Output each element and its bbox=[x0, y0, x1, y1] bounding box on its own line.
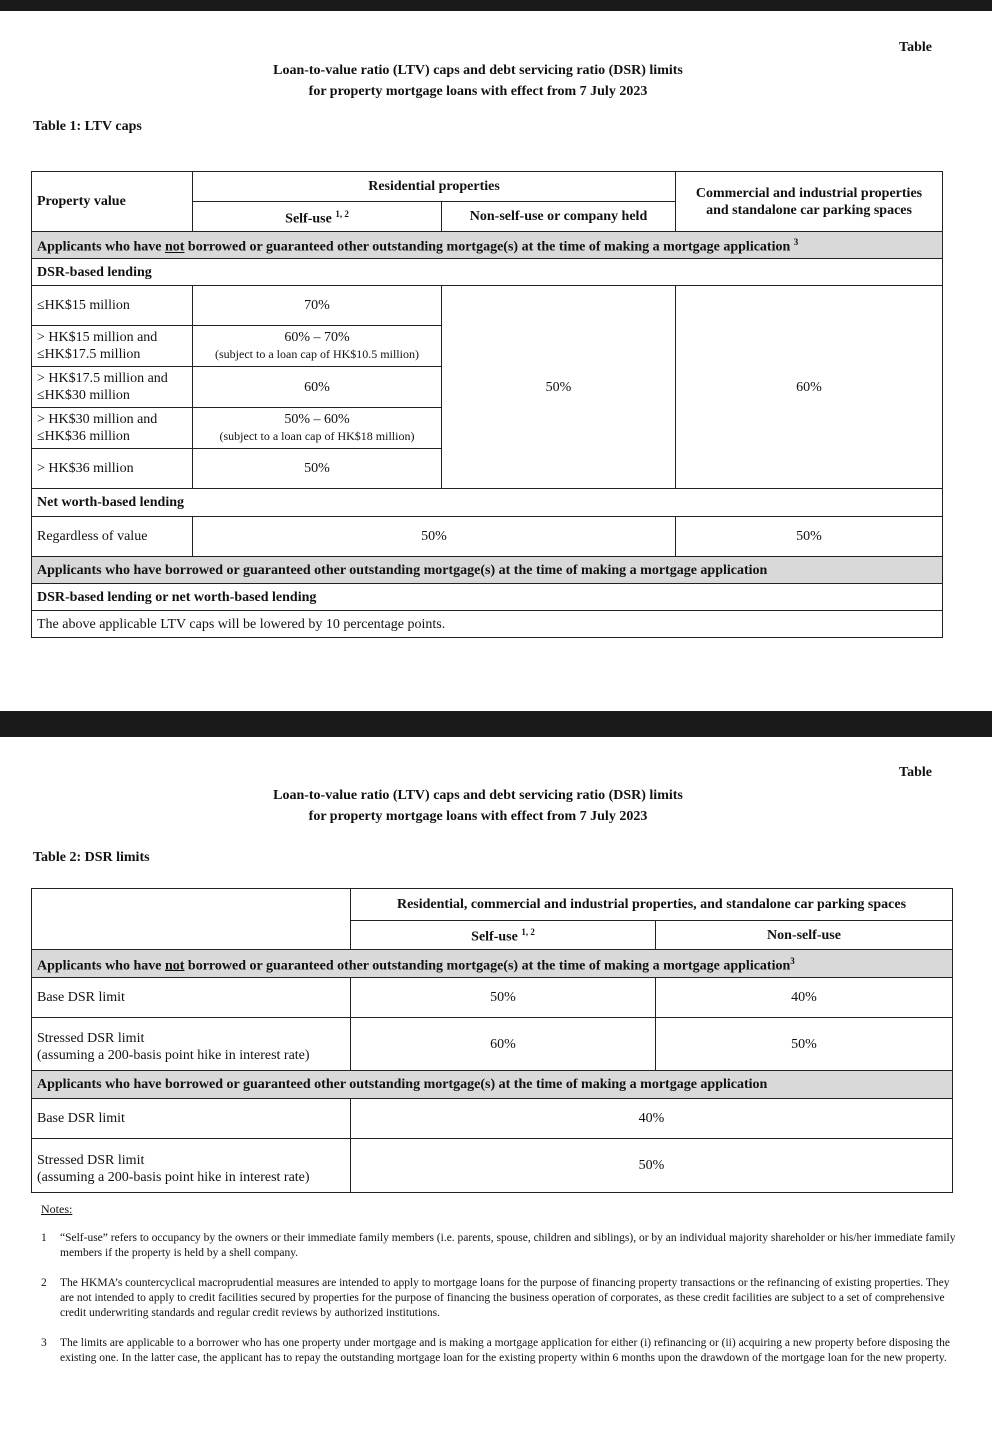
row-3-line-2: ≤HK$30 million bbox=[37, 388, 130, 403]
notes-section bbox=[33, 1202, 958, 1381]
row-3-line-1: > HK$17.5 million and bbox=[37, 371, 168, 386]
lowered-note: The above applicable LTV caps will be lowered by 10 percentage points. bbox=[32, 611, 943, 638]
note-text: The HKMA’s countercyclical macroprudential measures are intended to apply to mortgage loans for the purpose of financing property transactions or the refinancing of existing properties. They are not intended to apply to credit facilities secured by properties for the purpose of financing the business operation of corporates, as these credit facilities are subject to a set of comprehensive credit underwriting standards and regular credit reviews by authorized institutions. bbox=[60, 1277, 950, 1319]
header-non-self-use-2: Non-self-use bbox=[656, 921, 953, 950]
section-text-pre: Applicants who have bbox=[37, 239, 165, 255]
dsr-based-lending-label: DSR-based lending bbox=[32, 259, 943, 286]
stressed-line-1: Stressed DSR limit bbox=[37, 1031, 145, 1046]
self-use-value-3: 60% bbox=[193, 367, 442, 408]
dsr-or-net-worth-label: DSR-based lending or net worth-based lending bbox=[32, 584, 943, 611]
header-commercial bbox=[676, 172, 943, 232]
note-item bbox=[33, 1336, 958, 1366]
note-text: The limits are applicable to a borrower who has one property under mortgage and is making a mortgage application for either (i) refinancing or (ii) acquiring a new property before disposing the existing one. In the latter case, the applicant has to repay the outstanding mortgage loan for the existing property within 6 months upon the drawdown of the mortgage loan for the new property. bbox=[60, 1337, 950, 1364]
note-text: “Self-use” refers to occupancy by the owners or their immediate family members (i.e. parents, spouse, children and siblings), or by an individual majority shareholder or his/her immediate family members if the property is held by a shell company. bbox=[60, 1232, 956, 1259]
section-text-post: borrowed or guaranteed other outstanding mortgage(s) at the time of making a mortgage application bbox=[184, 239, 791, 255]
self-use-value-4-main: 50% – 60% bbox=[284, 412, 350, 427]
heading2-line-2: for property mortgage loans with effect from 7 July 2023 bbox=[308, 809, 648, 824]
regardless-commercial-value: 50% bbox=[676, 517, 943, 557]
notes-title: Notes: bbox=[41, 1202, 73, 1216]
stressed2-line-2: (assuming a 200-basis point hike in interest rate) bbox=[37, 1170, 310, 1185]
page-heading-2 bbox=[200, 785, 756, 827]
stressed2-line-1: Stressed DSR limit bbox=[37, 1153, 145, 1168]
row-2-line-1: > HK$15 million and bbox=[37, 330, 158, 345]
stressed-dsr-label bbox=[32, 1018, 351, 1071]
property-value-row-5: > HK$36 million bbox=[32, 449, 193, 489]
regardless-of-value-label: Regardless of value bbox=[32, 517, 193, 557]
self-use-value-2-main: 60% – 70% bbox=[284, 330, 350, 345]
header-all-properties: Residential, commercial and industrial properties, and standalone car parking spaces bbox=[351, 889, 953, 921]
base-dsr-non-self-use: 40% bbox=[656, 978, 953, 1018]
property-value-row-4 bbox=[32, 408, 193, 449]
header-commercial-line2: and standalone car parking spaces bbox=[706, 202, 912, 218]
header-self-use-text: Self-use bbox=[285, 211, 332, 227]
row-4-line-2: ≤HK$36 million bbox=[37, 429, 130, 444]
note-item bbox=[33, 1231, 958, 1261]
net-worth-based-label: Net worth-based lending bbox=[32, 489, 943, 517]
heading-line-1: Loan-to-value ratio (LTV) caps and debt servicing ratio (DSR) limits bbox=[273, 63, 683, 78]
heading-line-2: for property mortgage loans with effect from 7 July 2023 bbox=[308, 84, 648, 99]
heading2-line-1: Loan-to-value ratio (LTV) caps and debt servicing ratio (DSR) limits bbox=[273, 788, 683, 803]
top-bar bbox=[0, 0, 992, 11]
page-heading bbox=[200, 60, 756, 102]
row-2-line-2: ≤HK$17.5 million bbox=[37, 347, 141, 362]
base-dsr-label: Base DSR limit bbox=[32, 978, 351, 1018]
table-corner-label-2: Table bbox=[899, 765, 932, 780]
section-not-borrowed bbox=[32, 232, 943, 259]
section2-text-post: borrowed or guaranteed other outstanding mortgage(s) at the time of making a mortgage application bbox=[184, 958, 791, 974]
note-number: 2 bbox=[41, 1277, 47, 1289]
header-self-use-2-text: Self-use bbox=[471, 929, 518, 945]
header-self-use-2 bbox=[351, 921, 656, 950]
table-corner-label: Table bbox=[899, 40, 932, 55]
base-dsr-self-use: 50% bbox=[351, 978, 656, 1018]
self-use-value-5: 50% bbox=[193, 449, 442, 489]
section2-sup: 3 bbox=[790, 955, 795, 966]
self-use-value-2 bbox=[193, 326, 442, 367]
section2-text-not: not bbox=[164, 958, 185, 974]
property-value-row-3 bbox=[32, 367, 193, 408]
section-sup: 3 bbox=[793, 237, 799, 248]
stressed-dsr-non-self-use: 50% bbox=[656, 1018, 953, 1071]
table-1-label: Table 1: LTV caps bbox=[33, 119, 142, 134]
note-number: 1 bbox=[41, 1232, 47, 1244]
blank-corner-cell bbox=[32, 889, 351, 950]
dsr-limits-table bbox=[31, 888, 953, 1193]
non-self-use-value: 50% bbox=[442, 286, 676, 489]
section-not-borrowed-2 bbox=[32, 950, 953, 978]
table-2-label: Table 2: DSR limits bbox=[33, 850, 150, 865]
note-number: 3 bbox=[41, 1337, 47, 1349]
stressed-line-2: (assuming a 200-basis point hike in interest rate) bbox=[37, 1048, 310, 1063]
row-4-line-1: > HK$30 million and bbox=[37, 412, 158, 427]
header-self-use-2-sup: 1, 2 bbox=[521, 927, 535, 938]
stressed-dsr-self-use: 60% bbox=[351, 1018, 656, 1071]
header-self-use-sup: 1, 2 bbox=[335, 208, 349, 219]
section-borrowed: Applicants who have borrowed or guaranteed other outstanding mortgage(s) at the time of making a mortgage application bbox=[32, 557, 943, 584]
self-use-value-1: 70% bbox=[193, 286, 442, 326]
section2-text-pre: Applicants who have bbox=[37, 958, 165, 974]
header-non-self-use: Non-self-use or company held bbox=[442, 202, 676, 232]
page-separator-bar bbox=[0, 711, 992, 737]
ltv-caps-table bbox=[31, 171, 943, 638]
self-use-value-2-note: (subject to a loan cap of HK$10.5 million) bbox=[215, 347, 419, 361]
commercial-value: 60% bbox=[676, 286, 943, 489]
base-dsr-value-2: 40% bbox=[351, 1099, 953, 1139]
base-dsr-label-2: Base DSR limit bbox=[32, 1099, 351, 1139]
self-use-value-4 bbox=[193, 408, 442, 449]
stressed-dsr-label-2 bbox=[32, 1139, 351, 1193]
stressed-dsr-value-2: 50% bbox=[351, 1139, 953, 1193]
regardless-residential-value: 50% bbox=[193, 517, 676, 557]
section-text-not: not bbox=[164, 239, 185, 255]
header-residential: Residential properties bbox=[193, 172, 676, 202]
property-value-row-2 bbox=[32, 326, 193, 367]
note-item bbox=[33, 1276, 958, 1321]
header-property-value: Property value bbox=[32, 172, 193, 232]
section-borrowed-2: Applicants who have borrowed or guaranteed other outstanding mortgage(s) at the time of making a mortgage application bbox=[32, 1071, 953, 1099]
property-value-row-1: ≤HK$15 million bbox=[32, 286, 193, 326]
header-self-use bbox=[193, 202, 442, 232]
header-commercial-line1: Commercial and industrial properties bbox=[695, 185, 923, 201]
self-use-value-4-note: (subject to a loan cap of HK$18 million) bbox=[219, 429, 415, 443]
